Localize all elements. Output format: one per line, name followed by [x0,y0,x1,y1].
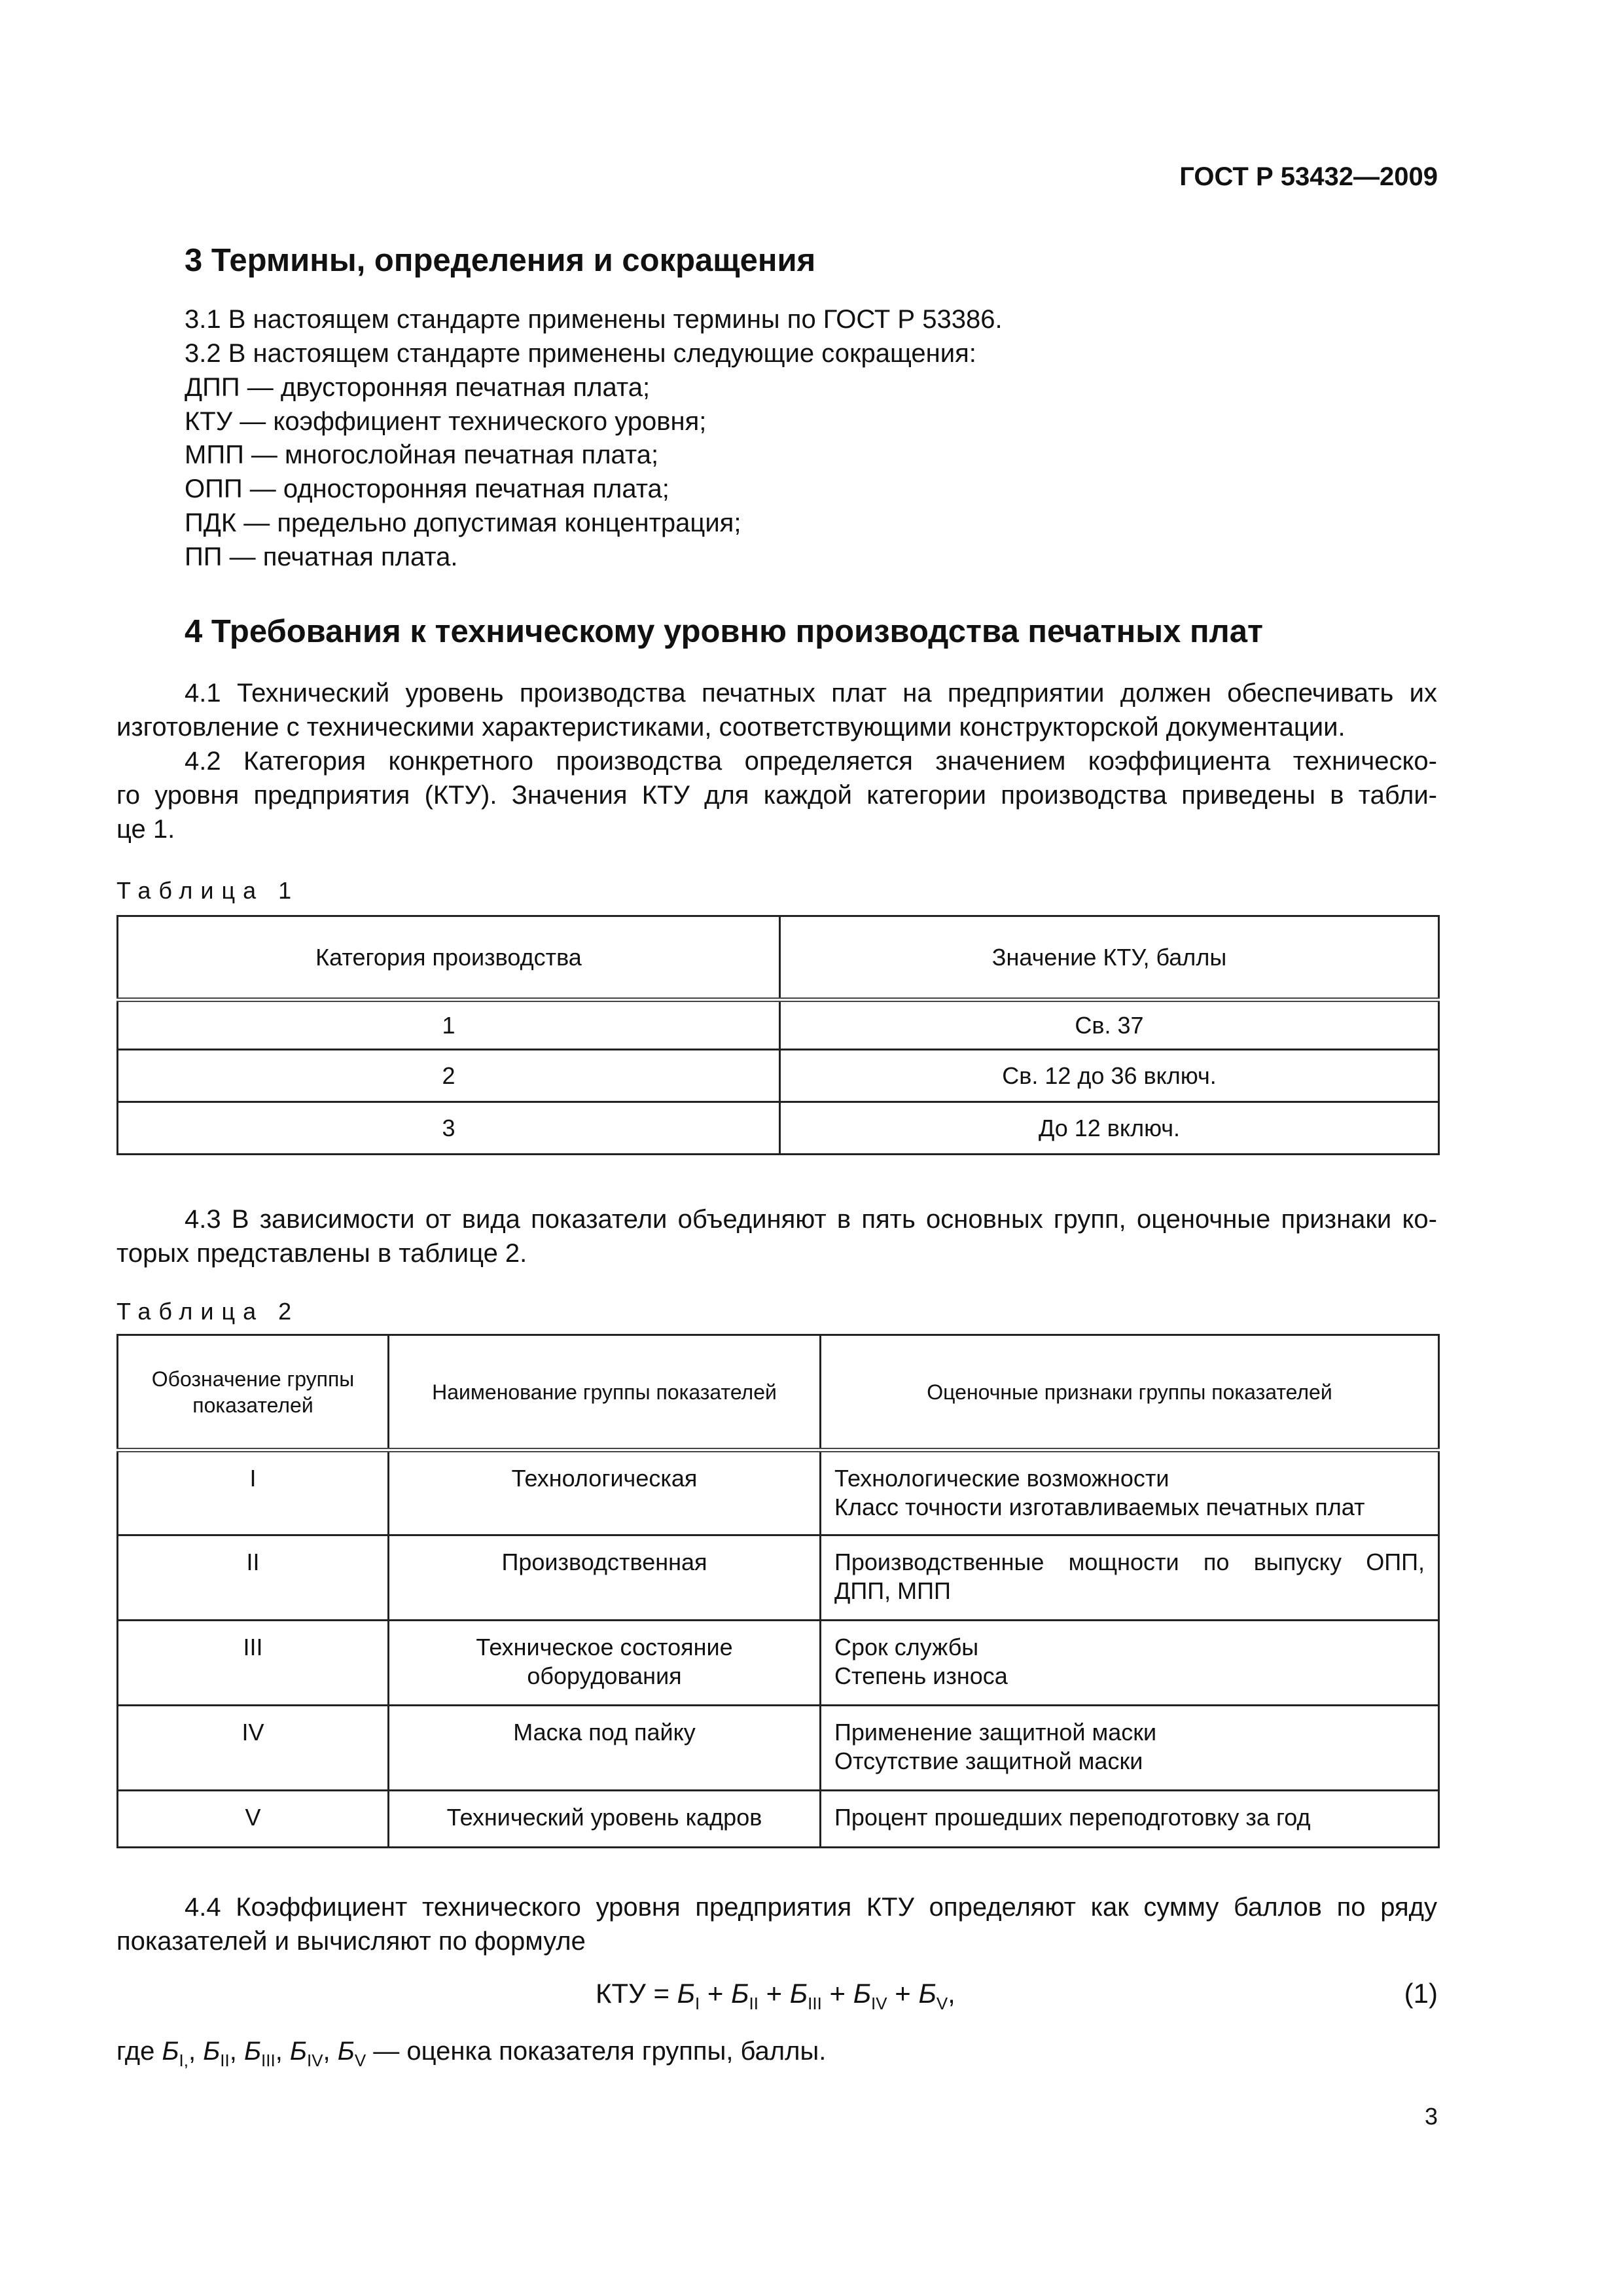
where-separator: , [323,2037,338,2066]
section-3-heading: 3 Термины, определения и сокращения [185,243,816,278]
formula-term: Б [789,1978,808,2009]
group-features-cell [821,1535,1439,1621]
name-line: оборудования [527,1662,682,1689]
where-term: Б [203,2037,221,2066]
group-features-cell [821,1450,1439,1535]
group-name-cell: Технический уровень кадров [389,1791,821,1848]
where-subscript: II [220,2051,230,2070]
paragraph-line: го уровня предприятия (КТУ). Значения КТУ для каждой категории производства приведены в табли- [116,781,1437,810]
paragraph-line: це 1. [116,815,175,844]
formula-plus: + [821,1978,853,2009]
formula-subscript: I [695,1994,700,2013]
feature-line: Отсутствие защитной маски [834,1748,1143,1774]
where-separator: , [275,2037,290,2066]
where-term: Б [289,2037,307,2066]
formula-term: Б [731,1978,749,2009]
table-row [118,1450,1439,1535]
clause-3-1: 3.1 В настоящем стандарте применены термины по ГОСТ Р 53386. [185,305,1003,334]
group-name-cell: Технологическая [389,1450,821,1535]
section-4-heading: 4 Требования к техническому уровню производства печатных плат [185,614,1263,649]
where-separator: , [229,2037,244,2066]
table-header-cell: Обозначение группы показателей [118,1335,389,1450]
feature-line: Процент прошедших переподготовку за год [834,1804,1311,1831]
feature-line: Класс точности изготавливаемых печатных плат [834,1494,1365,1520]
feature-line: Применение защитной маски [834,1719,1157,1746]
formula-end: , [948,1978,955,2009]
where-subscript: IV [306,2051,323,2070]
document-code: ГОСТ Р 53432—2009 [1179,162,1438,191]
table-2 [116,1334,1440,1848]
feature-line: ДПП, МПП [834,1577,951,1604]
formula-plus: + [700,1978,732,2009]
table-row [118,1791,1439,1848]
table-cell: 2 [118,1050,780,1102]
where-separator: , [188,2037,204,2066]
abbreviation-pdk: ПДК — предельно допустимая концентрация; [185,509,741,537]
formula-term: Б [853,1978,872,2009]
feature-line: Степень износа [834,1662,1008,1689]
paragraph-line: 4.1 Технический уровень производства печатных плат на предприятии должен обеспечивать их [185,679,1437,708]
table-row [118,1706,1439,1791]
table-header-cell: Категория производства [118,916,780,1000]
paragraph-line: показателей и вычисляют по формуле [116,1927,586,1956]
formula-ktu [596,1978,955,2013]
abbreviation-mpp: МПП — многослойная печатная плата; [185,440,659,469]
table-row [118,1621,1439,1706]
where-subscript: III [261,2051,276,2070]
abbreviation-dpp: ДПП — двусторонняя печатная плата; [185,373,651,402]
table-cell: До 12 включ. [780,1102,1439,1155]
table-row [118,1102,1439,1155]
table-cell: Св. 12 до 36 включ. [780,1050,1439,1102]
group-features-cell [821,1621,1439,1706]
table-header-cell: Оценочные признаки группы показателей [821,1335,1439,1450]
group-features-cell [821,1791,1439,1848]
where-suffix: — оценка показателя группы, баллы. [366,2037,827,2066]
table-1-caption: Таблица 1 [116,877,300,904]
where-subscript: I, [179,2051,188,2070]
formula-subscript: II [749,1994,758,2013]
abbreviation-opp: ОПП — односторонняя печатная плата; [185,475,669,503]
formula-lhs: КТУ = [596,1978,677,2009]
table-1 [116,915,1440,1155]
where-term: Б [162,2037,179,2066]
formula-term: Б [918,1978,936,2009]
name-line: Техническое состояние [476,1634,733,1660]
table-row [118,1000,1439,1050]
abbreviation-pp: ПП — печатная плата. [185,543,458,571]
table-row [118,1050,1439,1102]
table-2-caption: Таблица 2 [116,1298,300,1325]
group-code-cell: III [118,1621,389,1706]
feature-line: Технологические возможности [834,1465,1169,1492]
table-cell: Св. 37 [780,1000,1439,1050]
clause-3-2: 3.2 В настоящем стандарте применены следующие сокращения: [185,339,976,368]
formula-subscript: V [936,1994,948,2013]
formula-explanation [116,2037,827,2070]
table-row [118,1535,1439,1621]
table-header-cell: Наименование группы показателей [389,1335,821,1450]
formula-term: Б [677,1978,696,2009]
where-subscript: V [354,2051,366,2070]
group-code-cell: IV [118,1706,389,1791]
paragraph-line: 4.2 Категория конкретного производства определяется значением коэффициента техническо- [185,747,1437,776]
abbreviation-ktu: КТУ — коэффициент технического уровня; [185,407,707,436]
paragraph-line: торых представлены в таблице 2. [116,1239,527,1268]
paragraph-line: изготовление с техническими характеристиками, соответствующими конструкторской документации. [116,713,1346,742]
group-name-cell [389,1621,821,1706]
group-code-cell: II [118,1535,389,1621]
table-cell: 1 [118,1000,780,1050]
group-code-cell: I [118,1450,389,1535]
formula-subscript: III [808,1994,822,2013]
table-cell: 3 [118,1102,780,1155]
where-term: Б [243,2037,262,2066]
where-prefix: где [116,2037,162,2066]
feature-line: Производственные мощности по выпуску ОПП, [834,1549,1425,1575]
formula-plus: + [758,1978,790,2009]
table-header-cell: Значение КТУ, баллы [780,916,1439,1000]
group-features-cell [821,1706,1439,1791]
formula-plus: + [887,1978,919,2009]
group-code-cell: V [118,1791,389,1848]
group-name-cell: Производственная [389,1535,821,1621]
formula-number: (1) [1404,1978,1438,2009]
feature-line: Срок службы [834,1634,979,1660]
group-name-cell: Маска под пайку [389,1706,821,1791]
page-number: 3 [1424,2103,1438,2130]
paragraph-line: 4.3 В зависимости от вида показатели объединяют в пять основных групп, оценочные признаки ко- [185,1205,1437,1234]
formula-subscript: IV [871,1994,887,2013]
where-term: Б [337,2037,355,2066]
paragraph-line: 4.4 Коэффициент технического уровня предприятия КТУ определяют как сумму баллов по ряду [185,1893,1437,1922]
